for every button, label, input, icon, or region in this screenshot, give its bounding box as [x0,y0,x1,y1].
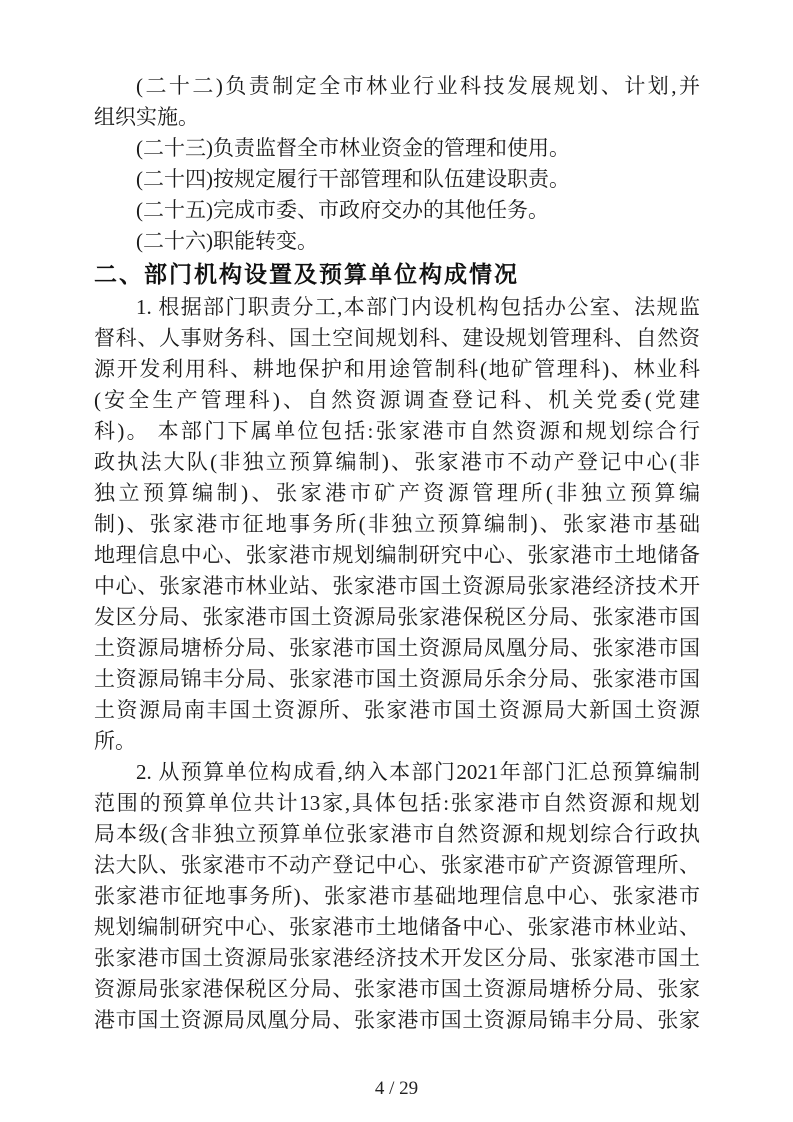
paragraph-line: 所。 [94,729,136,753]
list-item-25-line: (二十五)完成市委、市政府交办的其他任务。 [136,198,549,222]
page-number: 4 / 29 [374,1078,419,1099]
paragraph-line: 制)、张家港市征地事务所(非独立预算编制)、张家港市基础 [94,512,700,536]
paragraph-line: 地理信息中心、张家港市规划编制研究中心、张家港市土地储备 [94,543,700,567]
paragraph-line: 科)。 本部门下属单位包括:张家港市自然资源和规划综合行 [94,419,700,443]
list-item-22-line: (二十二)负责制定全市林业行业科技发展规划、计划,并 [136,74,700,98]
paragraph-line: 张家港市国土资源局张家港经济技术开发区分局、张家港市国土 [94,946,700,970]
paragraph-line: 源开发利用科、耕地保护和用途管制科(地矿管理科)、林业科 [94,357,700,381]
paragraph-line: 范围的预算单位共计13家,具体包括:张家港市自然资源和规划 [94,791,700,815]
paragraph-line: (安全生产管理科)、自然资源调查登记科、机关党委(党建 [94,388,700,412]
paragraph-line: 中心、张家港市林业站、张家港市国土资源局张家港经济技术开 [94,574,700,598]
paragraph-line: 督科、人事财务科、国土空间规划科、建设规划管理科、自然资 [94,326,700,350]
paragraph-line: 2. 从预算单位构成看,纳入本部门2021年部门汇总预算编制 [136,760,700,784]
paragraph-line: 发区分局、张家港市国土资源局张家港保税区分局、张家港市国 [94,605,700,629]
paragraph-line: 1. 根据部门职责分工,本部门内设机构包括办公室、法规监 [136,295,700,319]
paragraph-line: 港市国土资源局凤凰分局、张家港市国土资源局锦丰分局、张家 [94,1008,700,1032]
paragraph-line: 土资源局塘桥分局、张家港市国土资源局凤凰分局、张家港市国 [94,636,700,660]
section-heading: 二、部门机构设置及预算单位构成情况 [94,261,519,287]
list-item-22-line: 组织实施。 [94,105,199,129]
paragraph-line: 资源局张家港保税区分局、张家港市国土资源局塘桥分局、张家 [94,977,700,1001]
paragraph-line: 政执法大队(非独立预算编制)、张家港市不动产登记中心(非 [94,450,700,474]
document-body [94,71,700,1036]
paragraph-1 [94,292,700,757]
list-item-24-line: (二十四)按规定履行干部管理和队伍建设职责。 [136,167,570,191]
paragraph-line: 规划编制研究中心、张家港市土地储备中心、张家港市林业站、 [94,915,700,939]
paragraph-line: 土资源局锦丰分局、张家港市国土资源局乐余分局、张家港市国 [94,667,700,691]
list-item-23-line: (二十三)负责监督全市林业资金的管理和使用。 [136,136,570,160]
paragraph-line: 法大队、张家港市不动产登记中心、张家港市矿产资源管理所、 [94,853,700,877]
paragraph-2 [94,757,700,1036]
paragraph-line: 独立预算编制)、张家港市矿产资源管理所(非独立预算编 [94,481,700,505]
paragraph-line: 局本级(含非独立预算单位张家港市自然资源和规划综合行政执 [94,822,700,846]
list-item-26-line: (二十六)职能转变。 [136,229,318,253]
paragraph-line: 张家港市征地事务所)、张家港市基础地理信息中心、张家港市 [94,884,700,908]
paragraph-line: 土资源局南丰国土资源所、张家港市国土资源局大新国土资源 [94,698,700,722]
